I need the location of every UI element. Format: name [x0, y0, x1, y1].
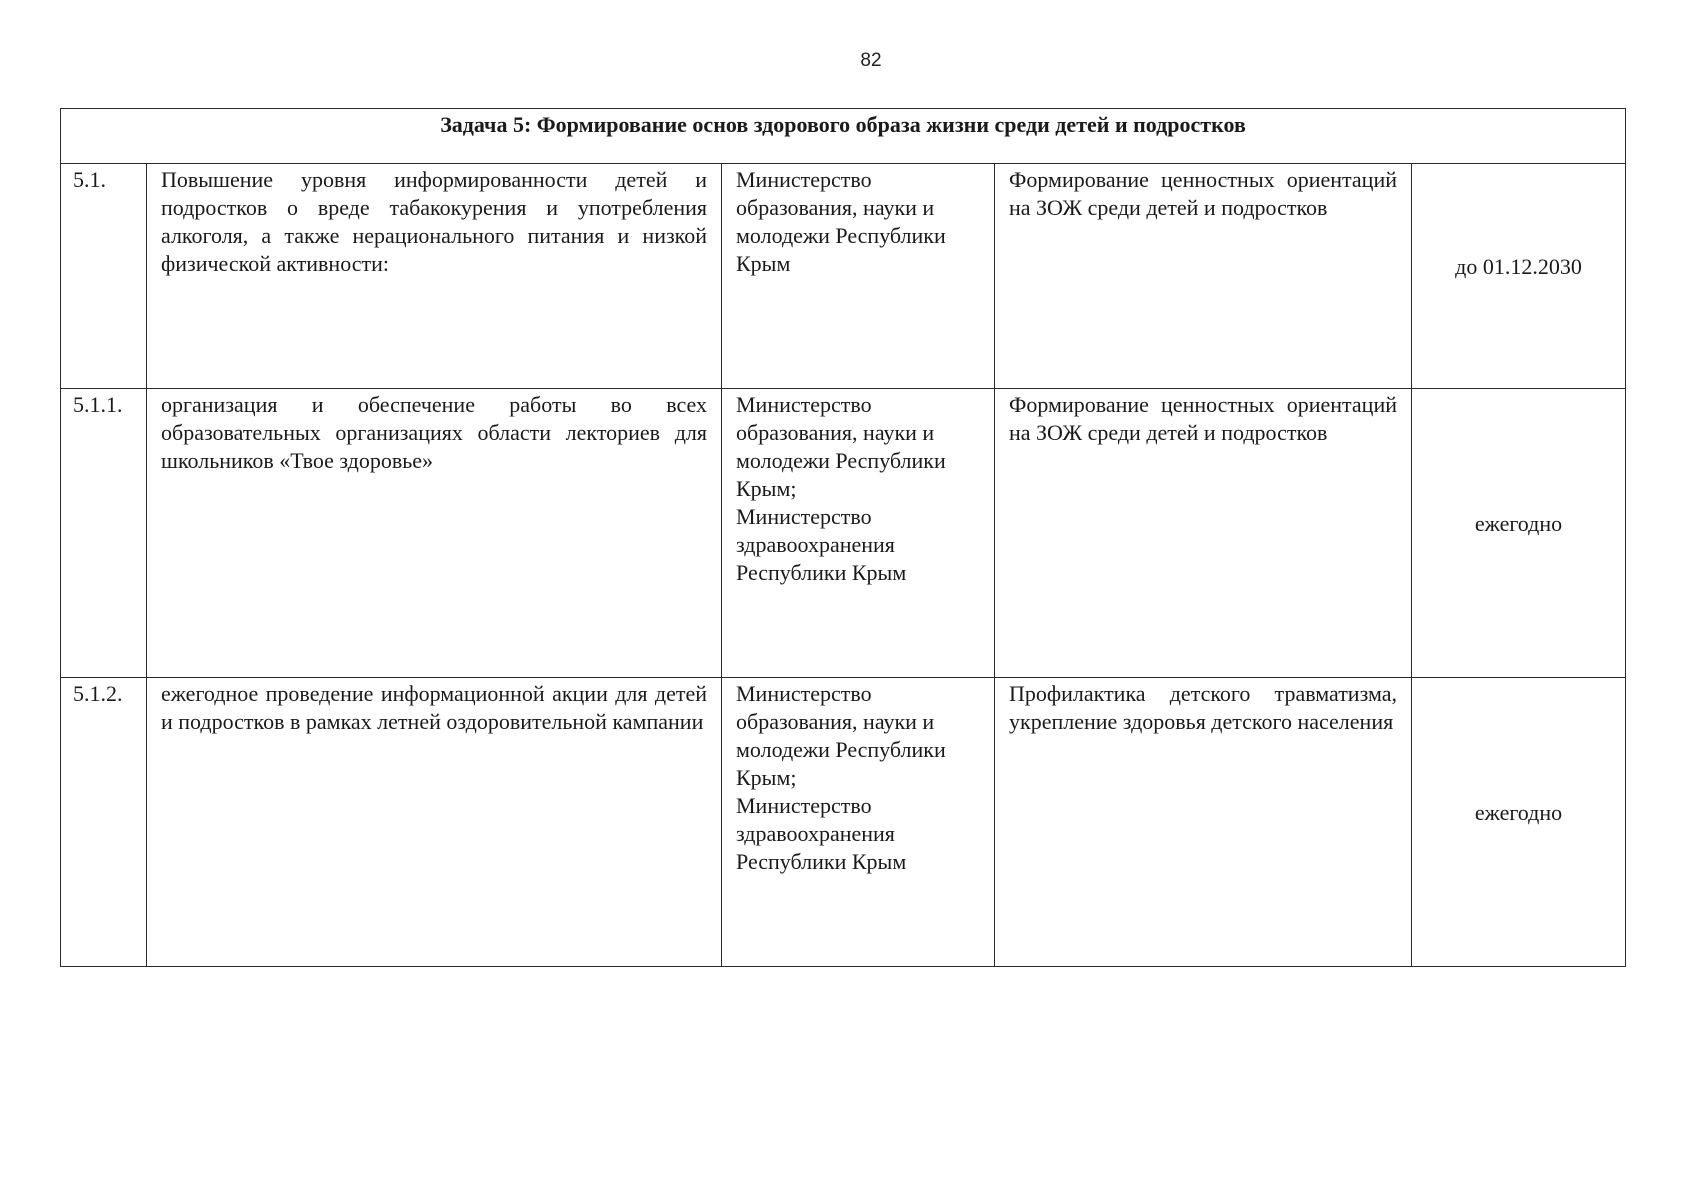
measure-description: организация и обеспечение работы во всех образовательных организациях области лекториев для школьников «Твое здоровье» — [147, 389, 722, 678]
responsible-entry: Министерство образования, науки и молодежи Республики Крым — [736, 167, 946, 276]
responsible-entry: Министерство здравоохранения Республики Крым — [736, 793, 907, 874]
responsible-entry: Министерство здравоохранения Республики Крым — [736, 504, 907, 585]
measure-description: Повышение уровня информированности детей и подростков о вреде табакокурения и употребления алкоголя, а также нерационального питания и низкой физической активности: — [147, 164, 722, 389]
responsible-executor — [722, 389, 995, 678]
deadline: ежегодно — [1412, 678, 1626, 967]
responsible-executor — [722, 678, 995, 967]
deadline: ежегодно — [1412, 389, 1626, 678]
row-number: 5.1. — [61, 164, 147, 389]
measures-table — [60, 108, 1626, 967]
expected-result: Профилактика детского травматизма, укрепление здоровья детского населения — [995, 678, 1412, 967]
responsible-entry: Министерство образования, науки и молодежи Республики Крым; — [736, 392, 946, 501]
row-number: 5.1.2. — [61, 678, 147, 967]
responsible-executor — [722, 164, 995, 389]
task-header-row — [61, 109, 1626, 164]
expected-result: Формирование ценностных ориентаций на ЗОЖ среди детей и подростков — [995, 164, 1412, 389]
table-row — [61, 678, 1626, 967]
responsible-entry: Министерство образования, науки и молодежи Республики Крым; — [736, 681, 946, 790]
expected-result: Формирование ценностных ориентаций на ЗОЖ среди детей и подростков — [995, 389, 1412, 678]
page-number: 82 — [860, 50, 882, 71]
table-row — [61, 389, 1626, 678]
measure-description: ежегодное проведение информационной акции для детей и подростков в рамках летней оздоровительной кампании — [147, 678, 722, 967]
task-title: Задача 5: Формирование основ здорового образа жизни среди детей и подростков — [61, 109, 1626, 164]
table-row — [61, 164, 1626, 389]
deadline: до 01.12.2030 — [1412, 164, 1626, 389]
row-number: 5.1.1. — [61, 389, 147, 678]
